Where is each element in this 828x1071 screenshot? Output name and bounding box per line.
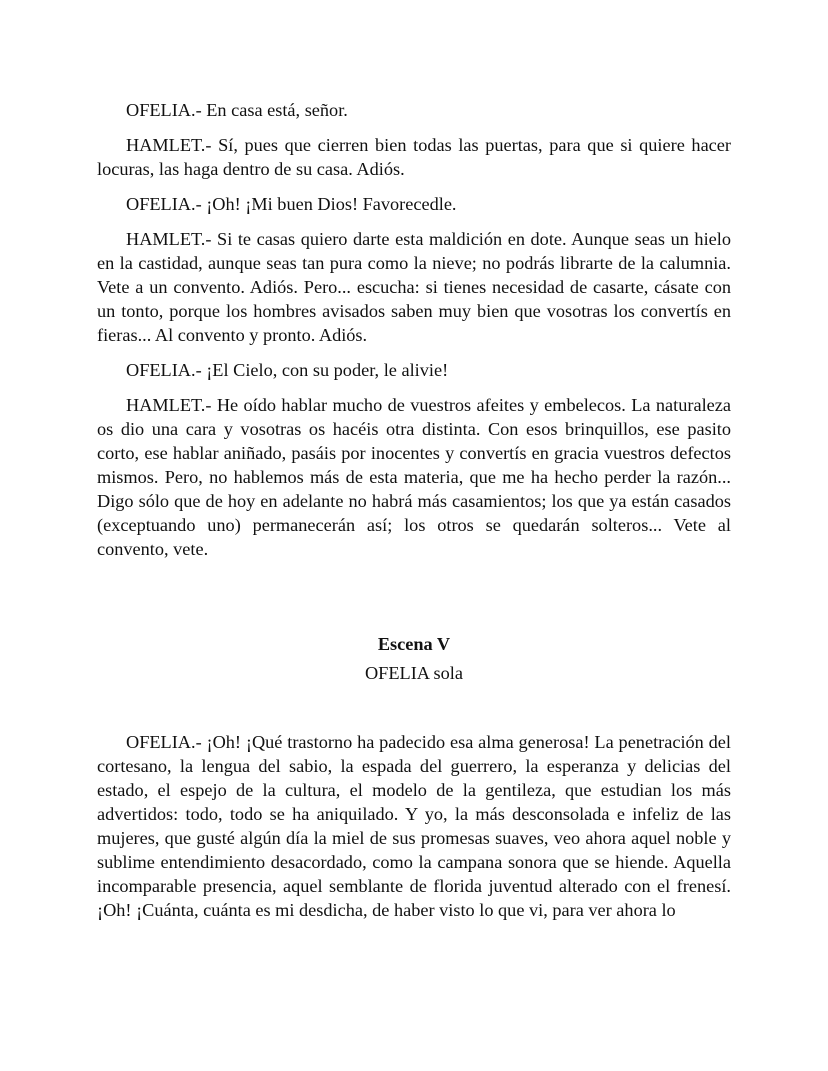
- dialogue-paragraph: OFELIA.- En casa está, señor.: [126, 100, 348, 120]
- scene-title: Escena V: [377, 634, 451, 654]
- dialogue-paragraph: HAMLET.- Sí, pues que cierren bien todas las puertas, para que si quiere hacer locuras, las haga dentro de su casa. Adiós.: [97, 135, 731, 179]
- dialogue-paragraph: OFELIA.- ¡Oh! ¡Mi buen Dios! Favorecedle.: [126, 194, 457, 214]
- dialogue-paragraph: OFELIA.- ¡El Cielo, con su poder, le alivie!: [126, 360, 449, 380]
- dialogue-paragraph: HAMLET.- Si te casas quiero darte esta maldición en dote. Aunque seas un hielo en la castidad, aunque seas tan pura como la nieve; no podrás librarte de la calumnia. Vete a un convento. Adiós. Pero... escucha: si tienes necesidad de casarte, cásate con un tonto, porque los hombres avisados saben muy bien que vosotras los convertís en fieras... Al convento y pronto. Adiós.: [97, 229, 731, 345]
- monologue-paragraph: OFELIA.- ¡Oh! ¡Qué trastorno ha padecido esa alma generosa! La penetración del cortesano, la lengua del sabio, la espada del guerrero, la esperanza y delicias del estado, el espejo de la cultura, el modelo de la gentileza, que estudian los más advertidos: todo, todo se ha aniquilado. Y yo, la más desconsolada e infeliz de las mujeres, que gusté algún día la miel de sus promesas suaves, veo ahora aquel noble y sublime entendimiento desacordado, como la campana sonora que se hiende. Aquella incomparable presencia, aquel semblante de florida juventud alterado con el frenesí. ¡Oh! ¡Cuánta, cuánta es mi desdicha, de haber visto lo que vi, para ver ahora lo: [97, 732, 731, 920]
- document-page: [97, 98, 731, 933]
- dialogue-paragraph: HAMLET.- He oído hablar mucho de vuestros afeites y embelecos. La naturaleza os dio una cara y vosotras os hacéis otra distinta. Con esos brinquillos, ese pasito corto, ese hablar aniñado, pasáis por inocentes y convertís en gracia vuestros defectos mismos. Pero, no hablemos más de esta materia, que me ha hecho perder la razón... Digo sólo que de hoy en adelante no habrá más casamientos; los que ya están casados (exceptuando uno) permanecerán así; los otros se quedarán solteros... Vete al convento, vete.: [97, 395, 731, 559]
- scene-subtitle: OFELIA sola: [364, 663, 463, 683]
- section-spacer: [97, 572, 731, 632]
